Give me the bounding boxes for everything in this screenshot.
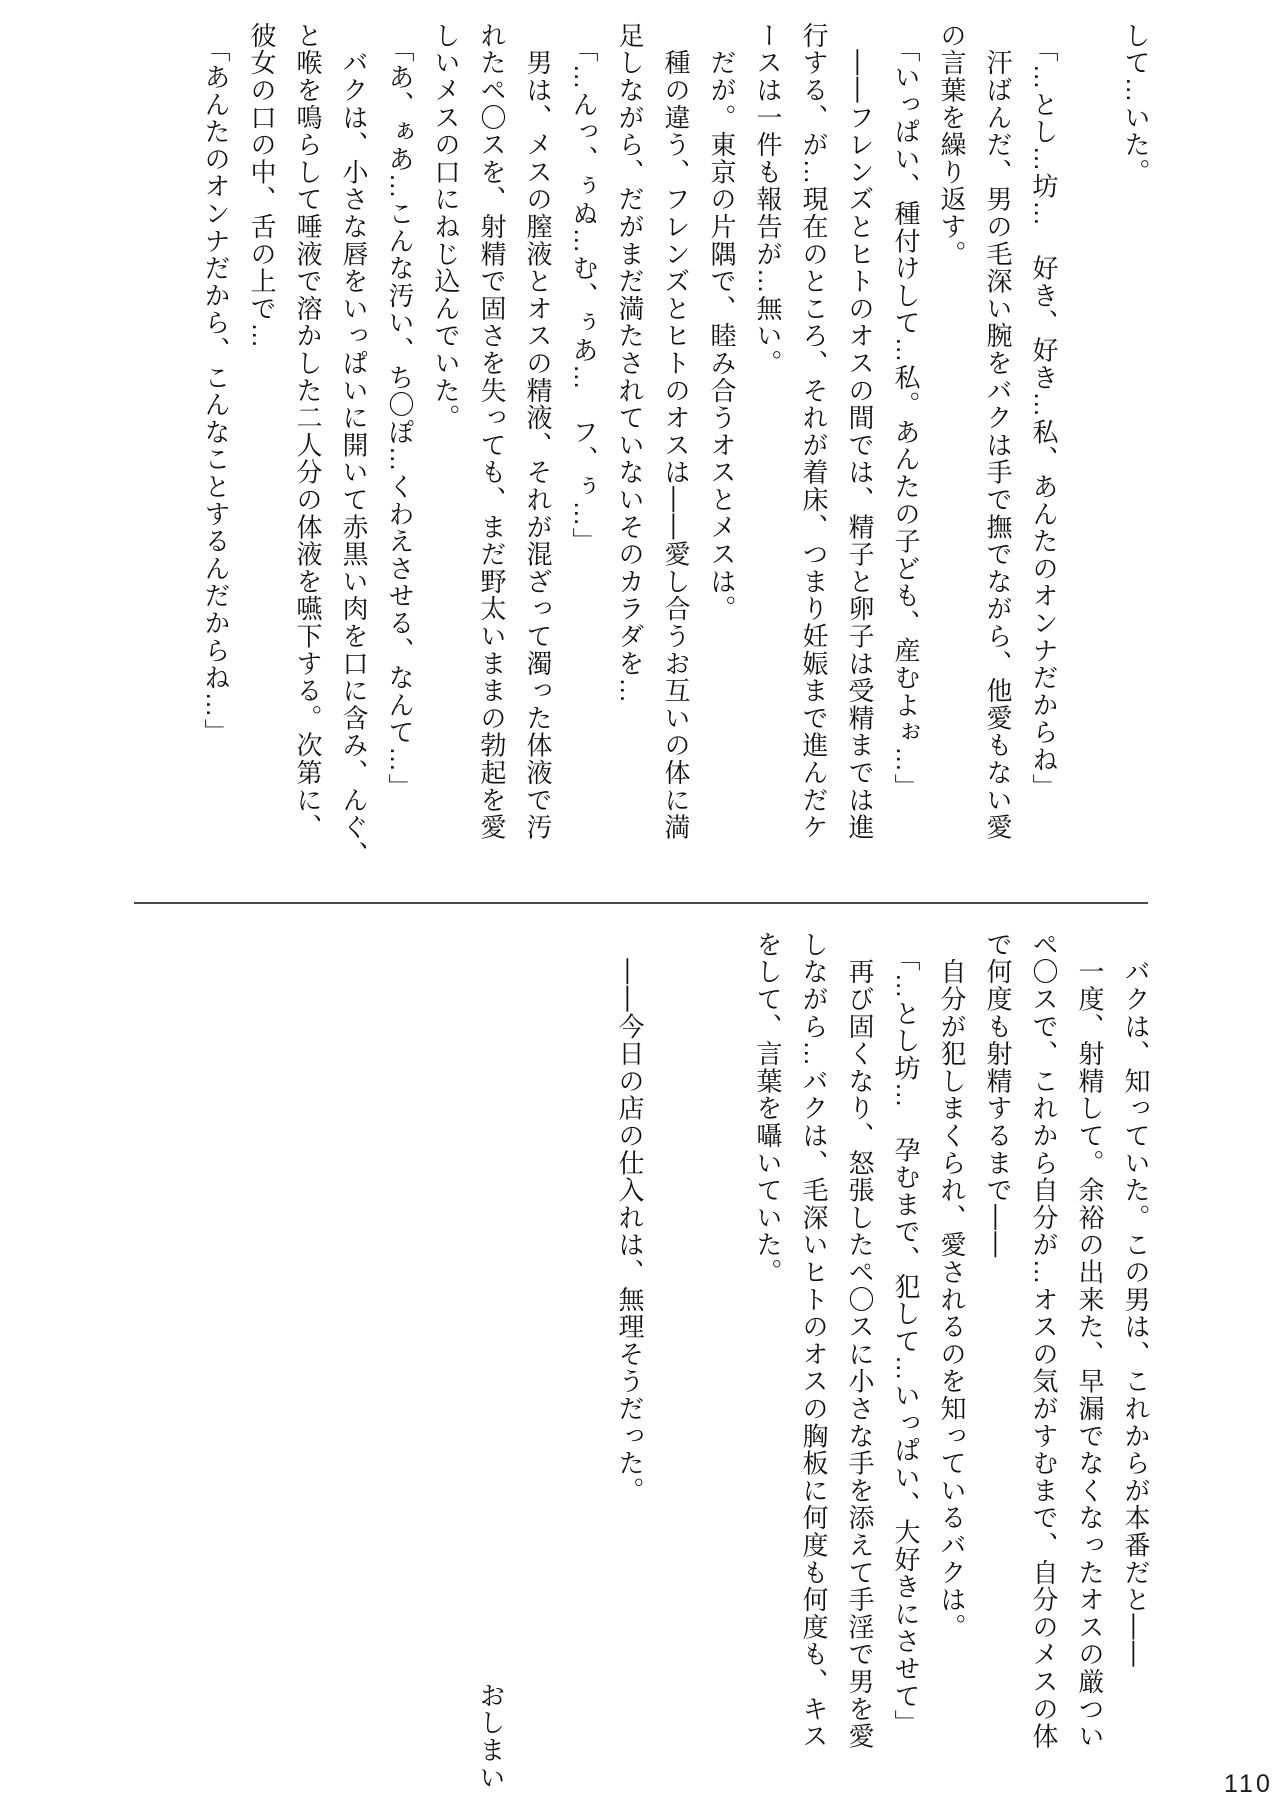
text-column: れたペ〇スを、射精で固さを失っても、まだ野太いままの勃起を愛 (477, 22, 507, 841)
text-column: と喉を鳴らして唾液で溶かした二人分の体液を嚥下する。次第に、 (293, 22, 323, 841)
bottom-text-section (607, 931, 1159, 1791)
text-column: 一度、射精して。余裕の出来た、早漏でなくなったオスの厳つい (1075, 931, 1105, 1750)
text-column: ――今日の店の仕入れは、無理そうだった。 (615, 931, 645, 1505)
section-divider (134, 902, 1148, 904)
text-column: ペ〇スで、これから自分が…オスの気がすむまで、自分のメスの体 (1029, 931, 1059, 1750)
text-column: バクは、知っていた。この男は、これからが本番だと―― (1121, 931, 1151, 1669)
text-column: 「あ、ぁあ…こんな汚い、ち〇ぽ…くわえさせる、なんて…」 (385, 22, 415, 801)
text-column: しいメスの口にねじ込んでいた。 (431, 22, 461, 432)
top-text-section (193, 22, 1159, 874)
text-column: 「…とし…坊… 好き、好き…私、あんたのオンナだからね」 (1029, 22, 1059, 801)
text-column: して…いた。 (1121, 22, 1151, 186)
text-column: 「いっぱい、種付けして…私。あんたの子ども、産むよぉ…」 (891, 22, 921, 801)
text-column: をして、言葉を囁いていた。 (753, 931, 783, 1286)
text-column: バクは、小さな唇をいっぱいに開いて赤黒い肉を口に含み、んぐ、 (339, 22, 369, 869)
text-column: ――フレンズとヒトのオスの間では、精子と卵子は受精までは進 (845, 22, 875, 841)
text-column: 再び固くなり、怒張したペ〇スに小さな手を添えて手淫で男を愛 (845, 931, 875, 1750)
text-column: 彼女の口の中、舌の上で… (247, 22, 277, 350)
text-column: 「…んっ、ぅぬ…む、ぅあ… フ、ぅ…」 (569, 22, 599, 555)
text-column: 男は、メスの膣液とオスの精液、それが混ざって濁った体液で汚 (523, 22, 553, 841)
text-column: 行する、が…現在のところ、それが着床、つまり妊娠まで進んだケ (799, 22, 829, 841)
text-column: 種の違う、フレンズとヒトのオスは――愛し合うお互いの体に満 (661, 22, 691, 841)
text-column: の言葉を繰り返す。 (937, 22, 967, 268)
text-column: だが。東京の片隅で、睦み合うオスとメスは。 (707, 22, 737, 623)
text-column: 足しながら、だがまだ満たされていないそのカラダを… (615, 22, 645, 705)
text-column: 「…とし坊… 孕むまで、犯して…いっぱい、大好きにさせて」 (891, 931, 921, 1737)
text-column: 汗ばんだ、男の毛深い腕をバクは手で撫でながら、他愛もない愛 (983, 22, 1013, 841)
text-column: 「あんたのオンナだから、こんなことするんだからね…」 (201, 22, 231, 747)
text-column: しながら…バクは、毛深いヒトのオスの胸板に何度も何度も、キス (799, 931, 829, 1750)
text-column (699, 931, 745, 1791)
page-number: 110 (1224, 1770, 1273, 1798)
text-column (653, 931, 699, 1791)
text-column (1067, 22, 1113, 874)
the-end-label: おしまい (476, 1682, 506, 1792)
text-column: で何度も射精するまで―― (983, 931, 1013, 1259)
text-column: ースは一件も報告が…無い。 (753, 22, 783, 377)
text-column: 自分が犯しまくられ、愛されるのを知っているバクは。 (937, 931, 967, 1641)
